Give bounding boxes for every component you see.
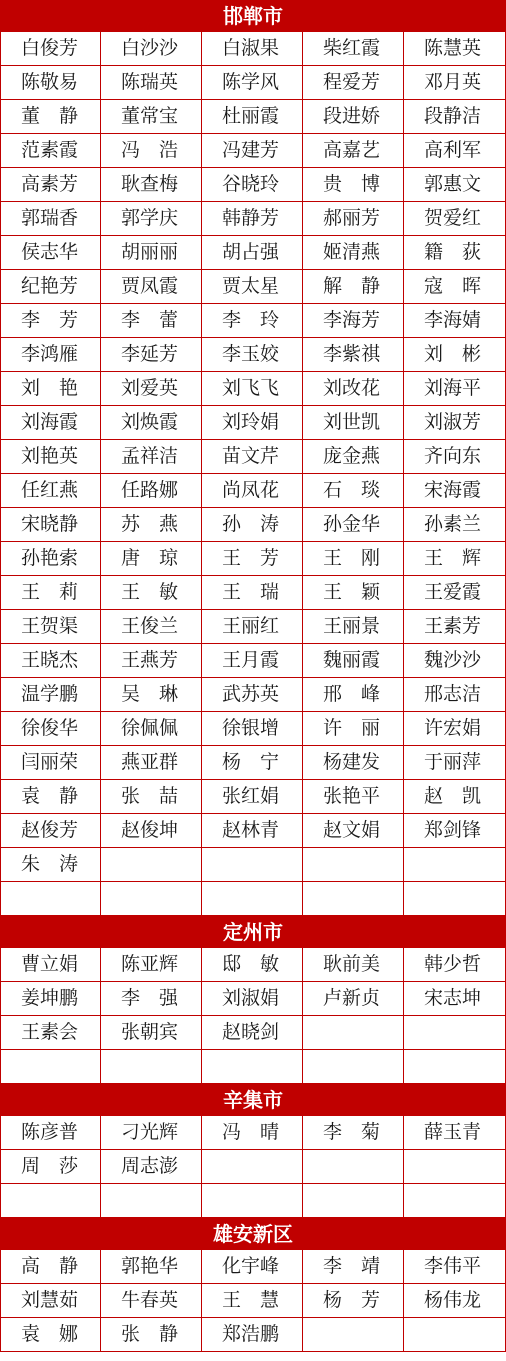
name-cell: 周志澎 <box>101 1150 202 1184</box>
name-cell: 侯志华 <box>0 236 101 270</box>
name-cell: 刘玲娟 <box>202 406 303 440</box>
name-cell: 吴 琳 <box>101 678 202 712</box>
name-cell: 高素芳 <box>0 168 101 202</box>
name-cell: 郭艳华 <box>101 1250 202 1284</box>
name-cell: 刘爱英 <box>101 372 202 406</box>
name-cell: 杨建发 <box>303 746 404 780</box>
name-cell: 朱 涛 <box>0 848 101 882</box>
name-cell: 郭瑞香 <box>0 202 101 236</box>
name-cell: 袁 静 <box>0 780 101 814</box>
name-cell: 寇 晖 <box>404 270 506 304</box>
name-cell: 董 静 <box>0 100 101 134</box>
section-header: 邯郸市 <box>0 0 506 32</box>
name-cell: 陈亚辉 <box>101 948 202 982</box>
name-cell: 郑浩鹏 <box>202 1318 303 1352</box>
empty-cell <box>404 1184 506 1218</box>
name-cell: 刘淑娟 <box>202 982 303 1016</box>
name-cell: 孟祥洁 <box>101 440 202 474</box>
name-cell: 李 玲 <box>202 304 303 338</box>
name-cell: 纪艳芳 <box>0 270 101 304</box>
name-cell: 王 芳 <box>202 542 303 576</box>
name-cell: 燕亚群 <box>101 746 202 780</box>
name-cell: 张红娟 <box>202 780 303 814</box>
name-cell: 刘焕霞 <box>101 406 202 440</box>
name-cell: 石 琰 <box>303 474 404 508</box>
name-cell: 李 芳 <box>0 304 101 338</box>
name-cell: 白淑果 <box>202 32 303 66</box>
name-cell: 邢 峰 <box>303 678 404 712</box>
name-cell: 韩少哲 <box>404 948 506 982</box>
name-cell: 宋海霞 <box>404 474 506 508</box>
empty-cell <box>303 1318 404 1352</box>
name-cell: 解 静 <box>303 270 404 304</box>
empty-cell <box>0 1050 101 1084</box>
name-cell: 庞金燕 <box>303 440 404 474</box>
name-cell: 王 慧 <box>202 1284 303 1318</box>
name-cell: 白俊芳 <box>0 32 101 66</box>
name-cell: 柴红霞 <box>303 32 404 66</box>
name-cell: 李 菊 <box>303 1116 404 1150</box>
name-cell: 郑剑锋 <box>404 814 506 848</box>
name-cell: 李 靖 <box>303 1250 404 1284</box>
empty-cell <box>404 1050 506 1084</box>
name-cell: 李玉姣 <box>202 338 303 372</box>
name-cell: 李 蕾 <box>101 304 202 338</box>
name-cell: 刘艳英 <box>0 440 101 474</box>
name-table <box>0 1116 506 1218</box>
empty-cell <box>101 1050 202 1084</box>
empty-cell <box>202 1150 303 1184</box>
name-cell: 姜坤鹏 <box>0 982 101 1016</box>
empty-cell <box>101 1184 202 1218</box>
name-cell: 高 静 <box>0 1250 101 1284</box>
name-cell: 温学鹏 <box>0 678 101 712</box>
name-cell: 赵俊芳 <box>0 814 101 848</box>
name-cell: 郝丽芳 <box>303 202 404 236</box>
name-cell: 刘慧茹 <box>0 1284 101 1318</box>
name-cell: 徐佩佩 <box>101 712 202 746</box>
name-cell: 邢志洁 <box>404 678 506 712</box>
section-header: 辛集市 <box>0 1084 506 1116</box>
name-cell: 段进娇 <box>303 100 404 134</box>
name-cell: 苗文芹 <box>202 440 303 474</box>
name-cell: 冯 浩 <box>101 134 202 168</box>
name-cell: 薛玉青 <box>404 1116 506 1150</box>
name-cell: 段静洁 <box>404 100 506 134</box>
name-cell: 胡占强 <box>202 236 303 270</box>
section-header: 定州市 <box>0 916 506 948</box>
name-cell: 宋志坤 <box>404 982 506 1016</box>
name-cell: 曹立娟 <box>0 948 101 982</box>
name-cell: 刘飞飞 <box>202 372 303 406</box>
name-cell: 王晓杰 <box>0 644 101 678</box>
name-cell: 武苏英 <box>202 678 303 712</box>
name-cell: 王 敏 <box>101 576 202 610</box>
name-cell: 杨 宁 <box>202 746 303 780</box>
name-cell: 陈学风 <box>202 66 303 100</box>
name-cell: 王素芳 <box>404 610 506 644</box>
name-cell: 赵林青 <box>202 814 303 848</box>
name-cell: 王俊兰 <box>101 610 202 644</box>
name-cell: 杜丽霞 <box>202 100 303 134</box>
name-cell: 冯 晴 <box>202 1116 303 1150</box>
name-cell: 闫丽荣 <box>0 746 101 780</box>
name-cell: 王素会 <box>0 1016 101 1050</box>
name-cell: 李紫祺 <box>303 338 404 372</box>
name-cell: 尚凤花 <box>202 474 303 508</box>
name-cell: 任红燕 <box>0 474 101 508</box>
name-cell: 于丽萍 <box>404 746 506 780</box>
name-cell: 苏 燕 <box>101 508 202 542</box>
name-cell: 白沙沙 <box>101 32 202 66</box>
empty-cell <box>303 1016 404 1050</box>
name-cell: 刘 彬 <box>404 338 506 372</box>
empty-cell <box>101 882 202 916</box>
empty-cell <box>303 1050 404 1084</box>
name-cell: 王 颖 <box>303 576 404 610</box>
name-cell: 李海芳 <box>303 304 404 338</box>
name-cell: 韩静芳 <box>202 202 303 236</box>
name-cell: 郭学庆 <box>101 202 202 236</box>
name-cell: 孙素兰 <box>404 508 506 542</box>
name-cell: 邸 敏 <box>202 948 303 982</box>
name-cell: 贺爱红 <box>404 202 506 236</box>
name-table <box>0 32 506 916</box>
name-cell: 陈瑞英 <box>101 66 202 100</box>
name-cell: 徐银增 <box>202 712 303 746</box>
name-cell: 王贺渠 <box>0 610 101 644</box>
empty-cell <box>303 1150 404 1184</box>
name-cell: 刘 艳 <box>0 372 101 406</box>
empty-cell <box>404 1016 506 1050</box>
section-header: 雄安新区 <box>0 1218 506 1250</box>
empty-cell <box>202 848 303 882</box>
name-cell: 唐 琼 <box>101 542 202 576</box>
name-cell: 卢新贞 <box>303 982 404 1016</box>
name-cell: 贵 博 <box>303 168 404 202</box>
name-cell: 宋晓静 <box>0 508 101 542</box>
name-cell: 刁光辉 <box>101 1116 202 1150</box>
name-cell: 周 莎 <box>0 1150 101 1184</box>
empty-cell <box>404 1318 506 1352</box>
name-cell: 贾太星 <box>202 270 303 304</box>
name-cell: 杨伟龙 <box>404 1284 506 1318</box>
empty-cell <box>303 1184 404 1218</box>
name-cell: 程爱芳 <box>303 66 404 100</box>
name-cell: 牛春英 <box>101 1284 202 1318</box>
name-cell: 陈彦普 <box>0 1116 101 1150</box>
name-cell: 胡丽丽 <box>101 236 202 270</box>
name-cell: 赵俊坤 <box>101 814 202 848</box>
empty-cell <box>404 882 506 916</box>
name-cell: 王爱霞 <box>404 576 506 610</box>
name-cell: 赵 凯 <box>404 780 506 814</box>
name-cell: 王 瑞 <box>202 576 303 610</box>
name-table <box>0 1250 506 1352</box>
empty-cell <box>202 1184 303 1218</box>
name-cell: 赵晓剑 <box>202 1016 303 1050</box>
name-cell: 孙艳索 <box>0 542 101 576</box>
name-cell: 刘海平 <box>404 372 506 406</box>
empty-cell <box>202 882 303 916</box>
name-cell: 刘海霞 <box>0 406 101 440</box>
name-cell: 姬清燕 <box>303 236 404 270</box>
name-cell: 郭惠文 <box>404 168 506 202</box>
name-cell: 李伟平 <box>404 1250 506 1284</box>
name-cell: 张艳平 <box>303 780 404 814</box>
name-cell: 陈敬易 <box>0 66 101 100</box>
name-cell: 邓月英 <box>404 66 506 100</box>
name-cell: 杨 芳 <box>303 1284 404 1318</box>
name-cell: 刘世凯 <box>303 406 404 440</box>
name-cell: 王丽红 <box>202 610 303 644</box>
empty-cell <box>202 1050 303 1084</box>
name-cell: 高嘉艺 <box>303 134 404 168</box>
name-cell: 袁 娜 <box>0 1318 101 1352</box>
name-cell: 籍 荻 <box>404 236 506 270</box>
name-cell: 李鸿雁 <box>0 338 101 372</box>
name-cell: 许宏娟 <box>404 712 506 746</box>
name-cell: 许 丽 <box>303 712 404 746</box>
name-cell: 魏沙沙 <box>404 644 506 678</box>
empty-cell <box>303 882 404 916</box>
empty-cell <box>303 848 404 882</box>
name-cell: 冯建芳 <box>202 134 303 168</box>
name-cell: 张 静 <box>101 1318 202 1352</box>
name-cell: 王 莉 <box>0 576 101 610</box>
name-cell: 李海婧 <box>404 304 506 338</box>
name-cell: 王燕芳 <box>101 644 202 678</box>
name-cell: 耿前美 <box>303 948 404 982</box>
name-cell: 张 喆 <box>101 780 202 814</box>
name-cell: 孙金华 <box>303 508 404 542</box>
name-cell: 刘改花 <box>303 372 404 406</box>
name-cell: 王月霞 <box>202 644 303 678</box>
name-cell: 徐俊华 <box>0 712 101 746</box>
name-cell: 谷晓玲 <box>202 168 303 202</box>
empty-cell <box>0 1184 101 1218</box>
empty-cell <box>404 1150 506 1184</box>
name-cell: 李延芳 <box>101 338 202 372</box>
name-cell: 贾凤霞 <box>101 270 202 304</box>
name-cell: 魏丽霞 <box>303 644 404 678</box>
empty-cell <box>0 882 101 916</box>
name-cell: 张朝宾 <box>101 1016 202 1050</box>
name-cell: 任路娜 <box>101 474 202 508</box>
name-cell: 王丽景 <box>303 610 404 644</box>
name-cell: 耿查梅 <box>101 168 202 202</box>
name-cell: 齐向东 <box>404 440 506 474</box>
empty-cell <box>404 848 506 882</box>
empty-cell <box>101 848 202 882</box>
name-cell: 陈慧英 <box>404 32 506 66</box>
name-cell: 高利军 <box>404 134 506 168</box>
name-cell: 刘淑芳 <box>404 406 506 440</box>
name-cell: 李 强 <box>101 982 202 1016</box>
name-cell: 赵文娟 <box>303 814 404 848</box>
name-cell: 王 刚 <box>303 542 404 576</box>
name-cell: 化宇峰 <box>202 1250 303 1284</box>
name-cell: 孙 涛 <box>202 508 303 542</box>
name-table <box>0 948 506 1084</box>
name-cell: 王 辉 <box>404 542 506 576</box>
name-cell: 董常宝 <box>101 100 202 134</box>
name-cell: 范素霞 <box>0 134 101 168</box>
